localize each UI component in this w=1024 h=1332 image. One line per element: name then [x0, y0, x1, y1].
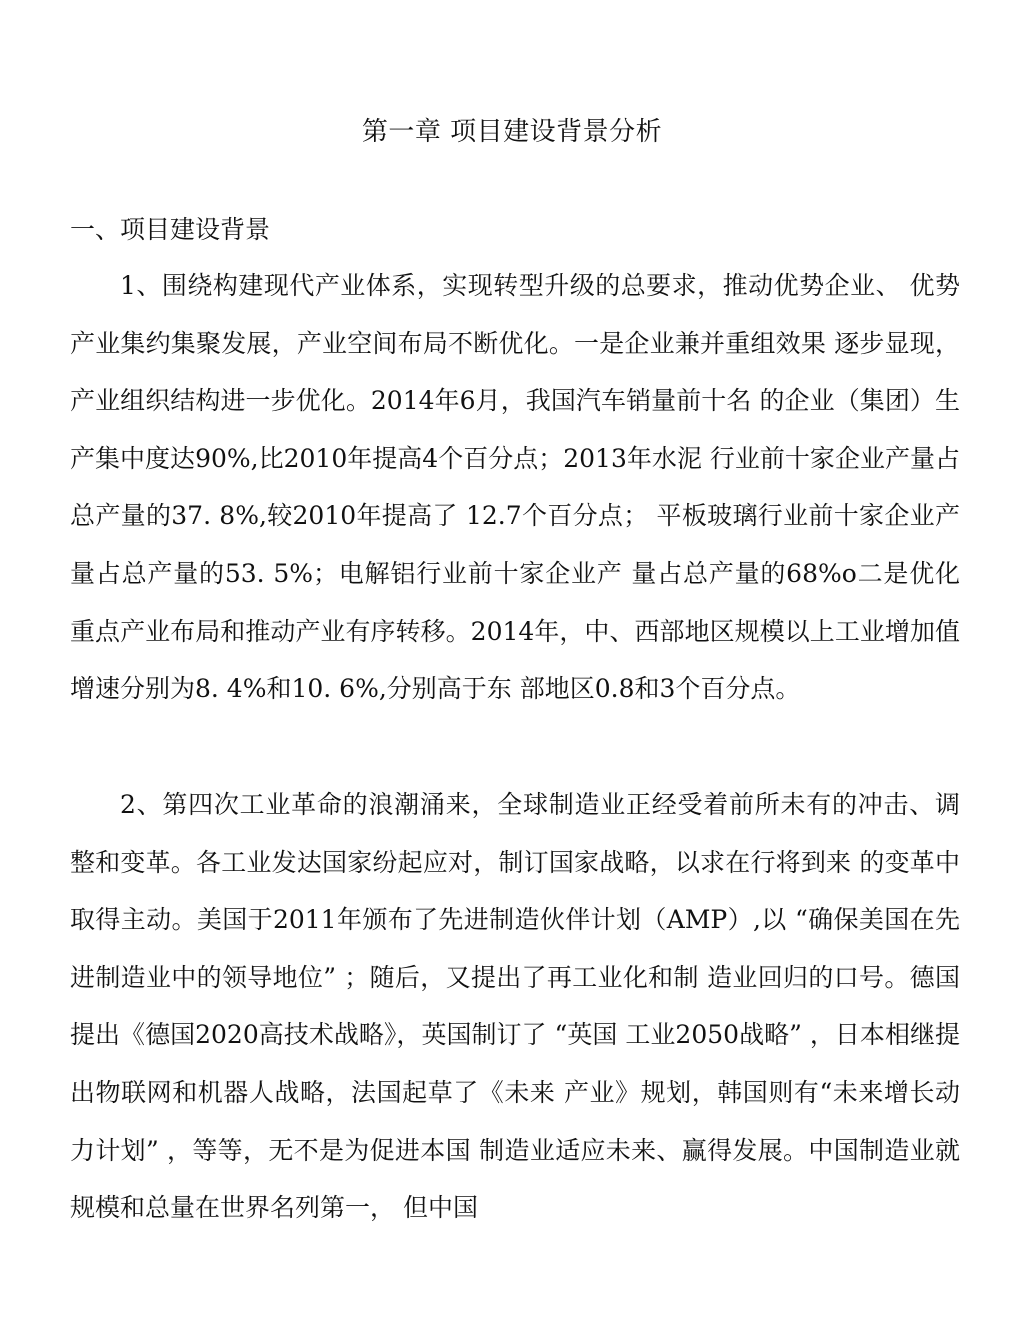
section-heading: 一、项目建设背景 [70, 215, 271, 244]
chapter-title: 第一章 项目建设背景分析 [361, 117, 663, 147]
body-paragraph-2: 2、第四次工业革命的浪潮涌来，全球制造业正经受着前所未有的冲击、调整和变革。各工业发达国家纷起应对，制订国家战略，以求在行将到来 的变革中取得主动。美国于2011年颁布了先进制造伙伴计划（AMP）,以 “确保美国在先进制造业中的领导地位” ；随后，又提出了再工业化和制 造业回归的口号。德国提出《德国2020高技术战略》，英国制订了 “英国 工业2050战略” ，日本相继提出物联网和机器人战略，法国起草了《未来 产业》规划，韩国则有“未来增长动力计划” ，等等，无不是为促进本国 制造业适应未来、赢得发展。中国制造业就规模和总量在世界名列第一， 但中国 [70, 790, 960, 1223]
body-paragraph-1: 1、围绕构建现代产业体系，实现转型升级的总要求，推动优势企业、 优势产业集约集聚发展，产业空间布局不断优化。一是企业兼并重组效果 逐步显现，产业组织结构进一步优化。2014年6月，我国汽车销量前十名 的企业（集团）生产集中度达90%,比2010年提高4个百分点；2013年水泥 行业前十家企业产量占总产量的37. 8%,较2010年提高了 12.7个百分点； 平板玻璃行业前十家企业产量占总产量的53. 5%；电解铝行业前十家企业产 量占总产量的68%o二是优化重点产业布局和推动产业有序转移。2014年，中、西部地区规模以上工业增加值增速分别为8. 4%和10. 6%,分别高于东 部地区0.8和3个百分点。 [70, 271, 960, 704]
